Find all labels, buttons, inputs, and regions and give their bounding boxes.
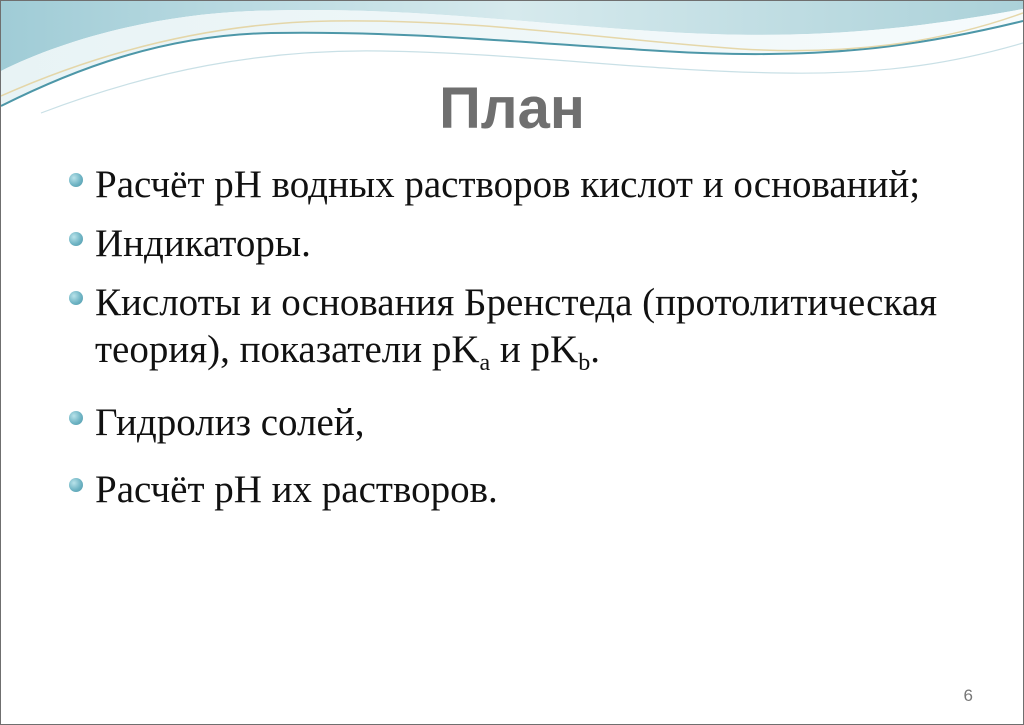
bullet-dot-icon: [69, 411, 83, 425]
bullet-text: Гидролиз солей,: [95, 401, 365, 444]
bullet-item: [65, 220, 965, 267]
pka-subscript: a: [479, 350, 491, 376]
bullet-item: [65, 399, 965, 446]
bullet-dot-icon: [69, 173, 83, 187]
bullet-item: [65, 161, 965, 208]
pkb-subscript: b: [578, 350, 591, 376]
page-number: 6: [963, 686, 973, 705]
bullet-dot-icon: [69, 478, 83, 492]
bullet-dot-icon: [69, 232, 83, 246]
bullet-text: Расчёт pH водных растворов кислот и оснований;: [95, 163, 921, 206]
bullet-text: Индикаторы.: [95, 222, 311, 265]
bullet-item: [65, 466, 965, 513]
bullet-text-part: .: [590, 328, 600, 371]
bullet-item: [65, 279, 965, 387]
slide-title: План: [439, 76, 585, 141]
bullet-text-part: и pK: [490, 328, 579, 371]
bullet-text: [95, 281, 938, 376]
bullet-list: [65, 161, 965, 525]
bullet-text-part: Кислоты и основания Бренстеда (протолитическая теория), показатели pK: [95, 281, 938, 371]
bullet-text: Расчёт pH их растворов.: [95, 468, 498, 511]
bullet-dot-icon: [69, 291, 83, 305]
